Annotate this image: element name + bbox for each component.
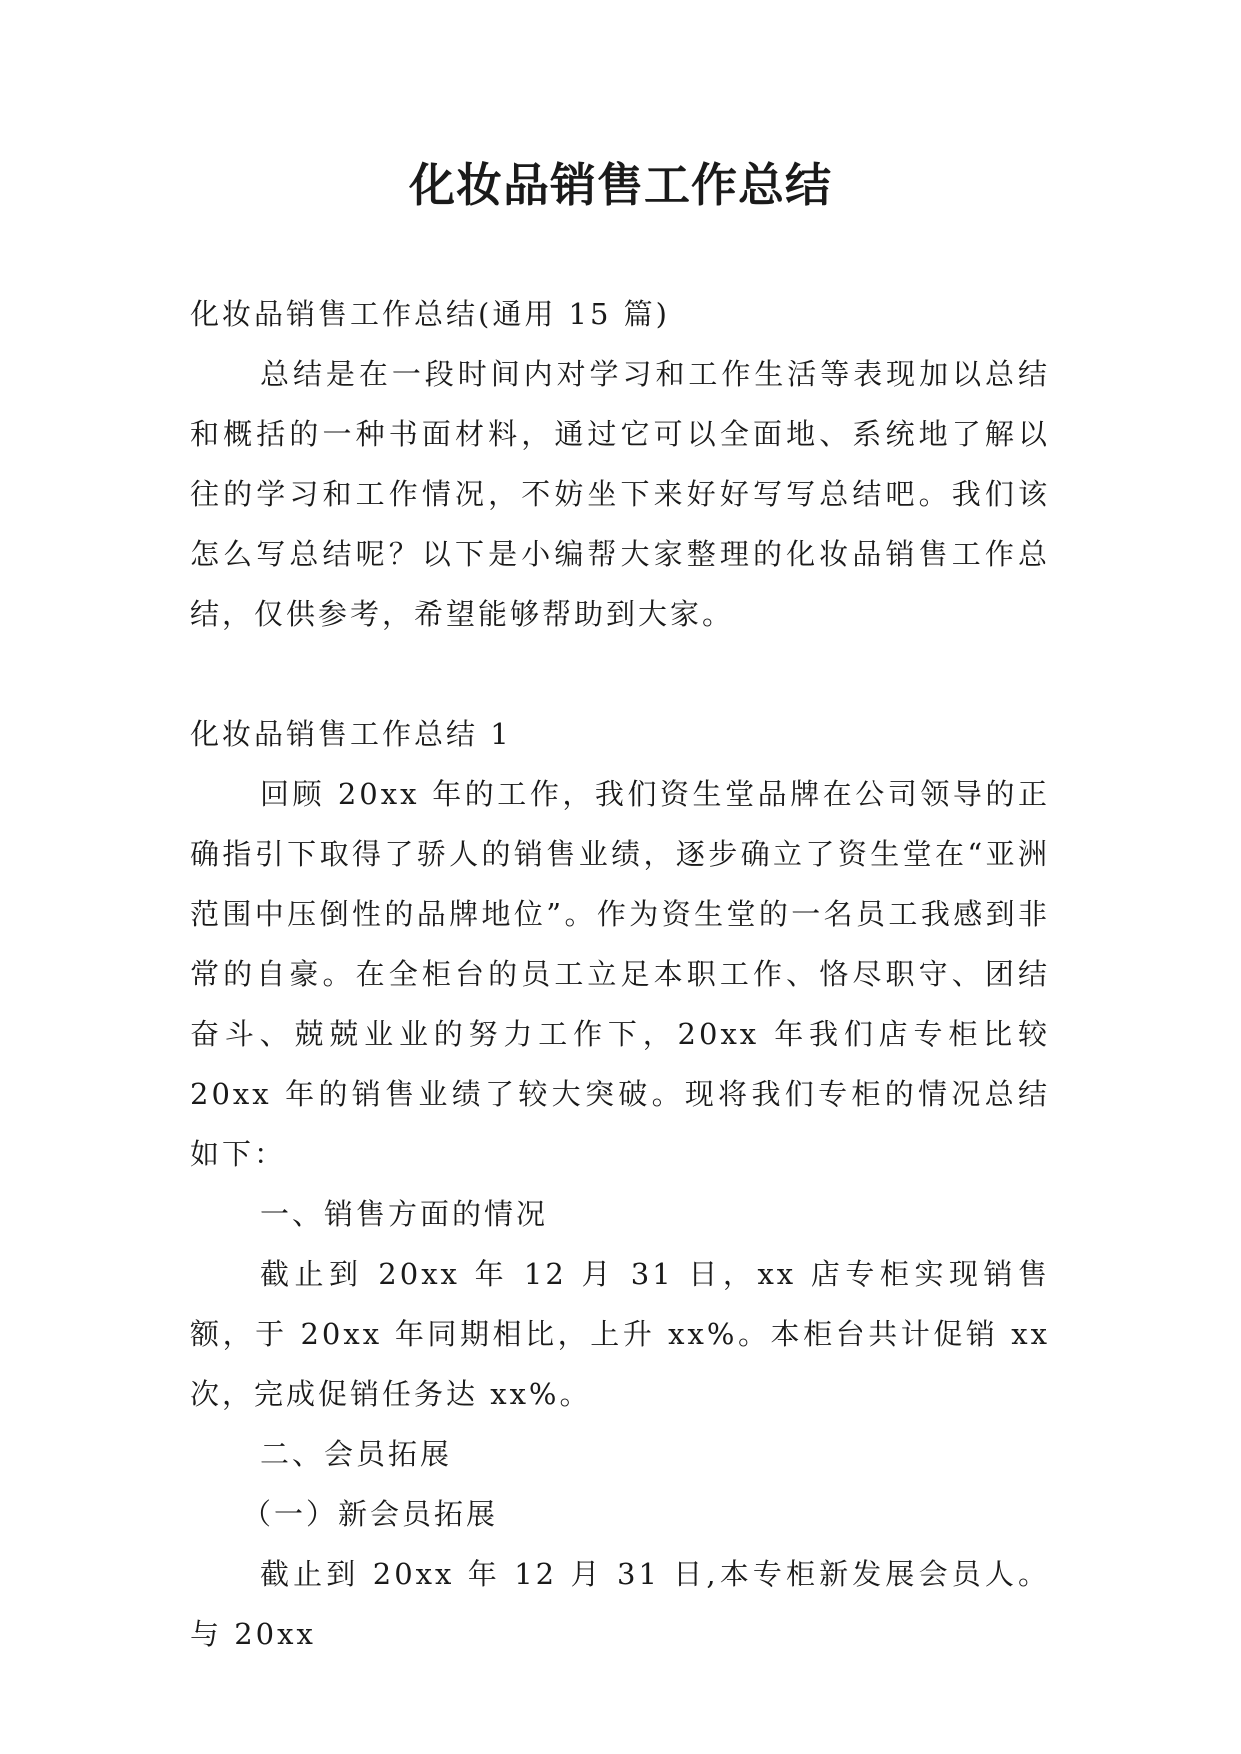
new-members-paragraph: 截止到 20xx 年 12 月 31 日,本专柜新发展会员人。与 20xx (190, 1557, 1050, 1651)
intro-paragraph: 总结是在一段时间内对学习和工作生活等表现加以总结和概括的一种书面材料，通过它可以全面地、系统地了解以往的学习和工作情况，不妨坐下来好好写写总结吧。我们该怎么写总结呢？以下是小编帮大家整理的化妆品销售工作总结，仅供参考，希望能够帮助到大家。 (190, 357, 1050, 631)
document-body (190, 284, 1050, 1664)
document-subtitle: 化妆品销售工作总结(通用 15 篇) (190, 297, 670, 331)
section-paragraph: 回顾 20xx 年的工作，我们资生堂品牌在公司领导的正确指引下取得了骄人的销售业绩，逐步确立了资生堂在“亚洲范围中压倒性的品牌地位”。作为资生堂的一名员工我感到非常的自豪。在全柜台的员工立足本职工作、恪尽职守、团结奋斗、兢兢业业的努力工作下，20xx 年我们店专柜比较 20xx 年的销售业绩了较大突破。现将我们专柜的情况总结如下： (190, 777, 1050, 1171)
members-heading: 二、会员拓展 (260, 1437, 453, 1471)
section-heading: 化妆品销售工作总结 1 (190, 717, 512, 751)
sales-paragraph: 截止到 20xx 年 12 月 31 日，xx 店专柜实现销售额，于 20xx 年同期相比，上升 xx%。本柜台共计促销 xx 次，完成促销任务达 xx%。 (190, 1257, 1050, 1411)
sales-heading: 一、销售方面的情况 (260, 1197, 549, 1231)
paragraph-spacer (190, 644, 1050, 704)
document-title: 化妆品销售工作总结 (409, 158, 832, 212)
new-members-subheading: （一）新会员拓展 (242, 1497, 499, 1531)
